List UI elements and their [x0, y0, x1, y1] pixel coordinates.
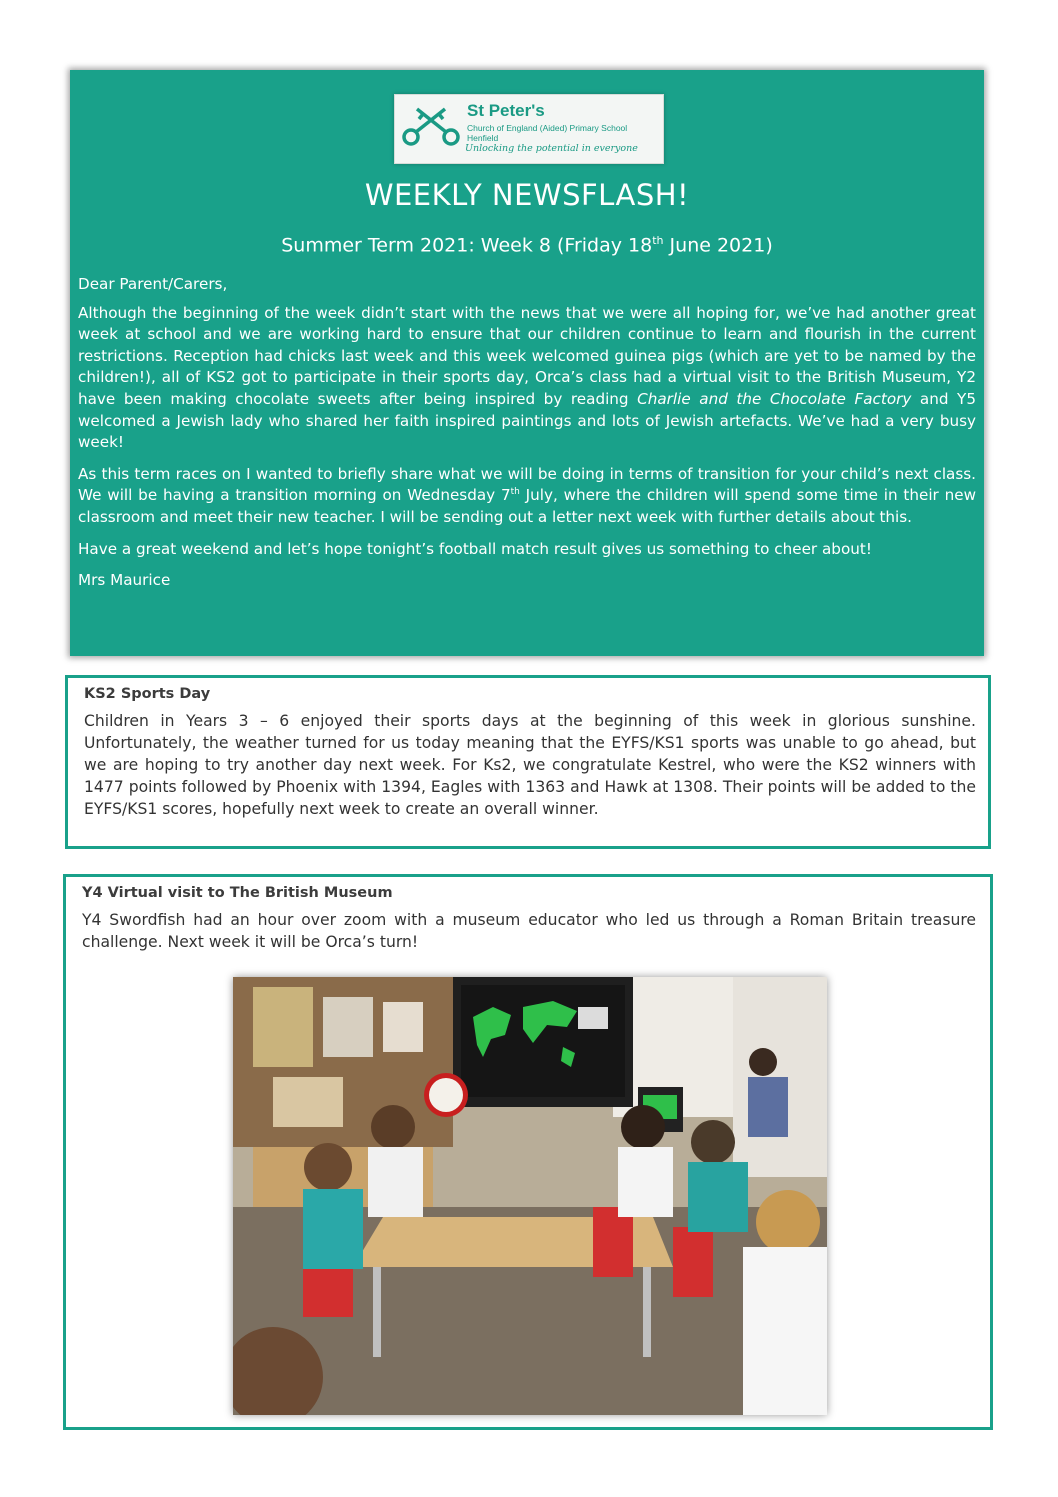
letter-paragraph-2 [78, 464, 976, 529]
page-title: WEEKLY NEWSFLASH! [364, 178, 690, 212]
date-ordinal: th [510, 487, 520, 498]
section-title: KS2 Sports Day [84, 686, 211, 702]
school-location: Henfield [467, 133, 499, 143]
classroom-photo [233, 977, 827, 1415]
letter-paragraph-3: Have a great weekend and let’s hope tonight’s football match result gives us something to cheer about! [78, 539, 872, 558]
school-tagline: Unlocking the potential in everyone [465, 143, 638, 154]
school-name: St Peter's [467, 101, 545, 120]
crossed-keys-icon [399, 105, 463, 149]
paragraph-text: and Y5 welcomed a Jewish lady who shared her faith inspired paintings and lots of Jewish artefacts. We’ve had a very busy week! [78, 389, 976, 452]
museum-visit-section [63, 874, 993, 1430]
subtitle-ordinal: th [652, 234, 664, 247]
letter-signoff: Mrs Maurice [78, 571, 171, 590]
page-subtitle [70, 234, 984, 256]
book-title: Charlie and the Chocolate Factory [637, 389, 912, 408]
paragraph-text: July, where the children will spend some time in their new classroom and meet their new teacher. I will be sending out a letter next week with further details about this. [78, 486, 976, 526]
paragraph-text: Although the beginning of the week didn’t start with the news that we were all hoping for, we’ve had another great week at school and we are working hard to ensure that our children continue to learn and flourish in the current restrictions. Reception had chicks last week and this week welcomed guinea pigs (which are yet to be named by the children!), all of KS2 got to participate in their sports day, Orca’s class had a virtual visit to the British Museum, Y2 have been making chocolate sweets after being inspired by reading [78, 303, 976, 408]
section-title: Y4 Virtual visit to The British Museum [82, 885, 393, 901]
headteacher-letter [78, 274, 976, 602]
classroom-illustration [233, 977, 827, 1415]
sports-day-section [65, 675, 991, 849]
section-body: Y4 Swordfish had an hour over zoom with a museum educator who led us through a Roman Britain treasure challenge. Next week it will be Orca’s turn! [82, 911, 976, 951]
letter-greeting: Dear Parent/Carers, [78, 275, 228, 293]
subtitle-month: June 2021) [663, 234, 773, 257]
letter-paragraph-1 [78, 303, 976, 454]
school-type: Church of England (Aided) Primary School [467, 123, 628, 133]
section-body: Children in Years 3 – 6 enjoyed their sports days at the beginning of this week in glorious sunshine. Unfortunately, the weather turned for us today meaning that the EYFS/KS1 sports was unable to go ahead, but we are hoping to try another day next week. For Ks2, we congratulate Kestrel, who were the KS2 winners with 1477 points followed by Phoenix with 1394, Eagles with 1363 and Hawk at 1308. Their points will be added to the EYFS/KS1 scores, hopefully next week to create an overall winner. [84, 712, 976, 818]
newsletter-header [70, 70, 984, 656]
school-description [467, 123, 627, 143]
paragraph-text: As this term races on I wanted to briefly share what we will be doing in terms of transition for your child’s next class. We will be having a transition morning on Wednesday 7 [78, 464, 976, 505]
school-logo [394, 94, 664, 164]
subtitle-date: Summer Term 2021: Week 8 (Friday 18 [281, 234, 653, 257]
